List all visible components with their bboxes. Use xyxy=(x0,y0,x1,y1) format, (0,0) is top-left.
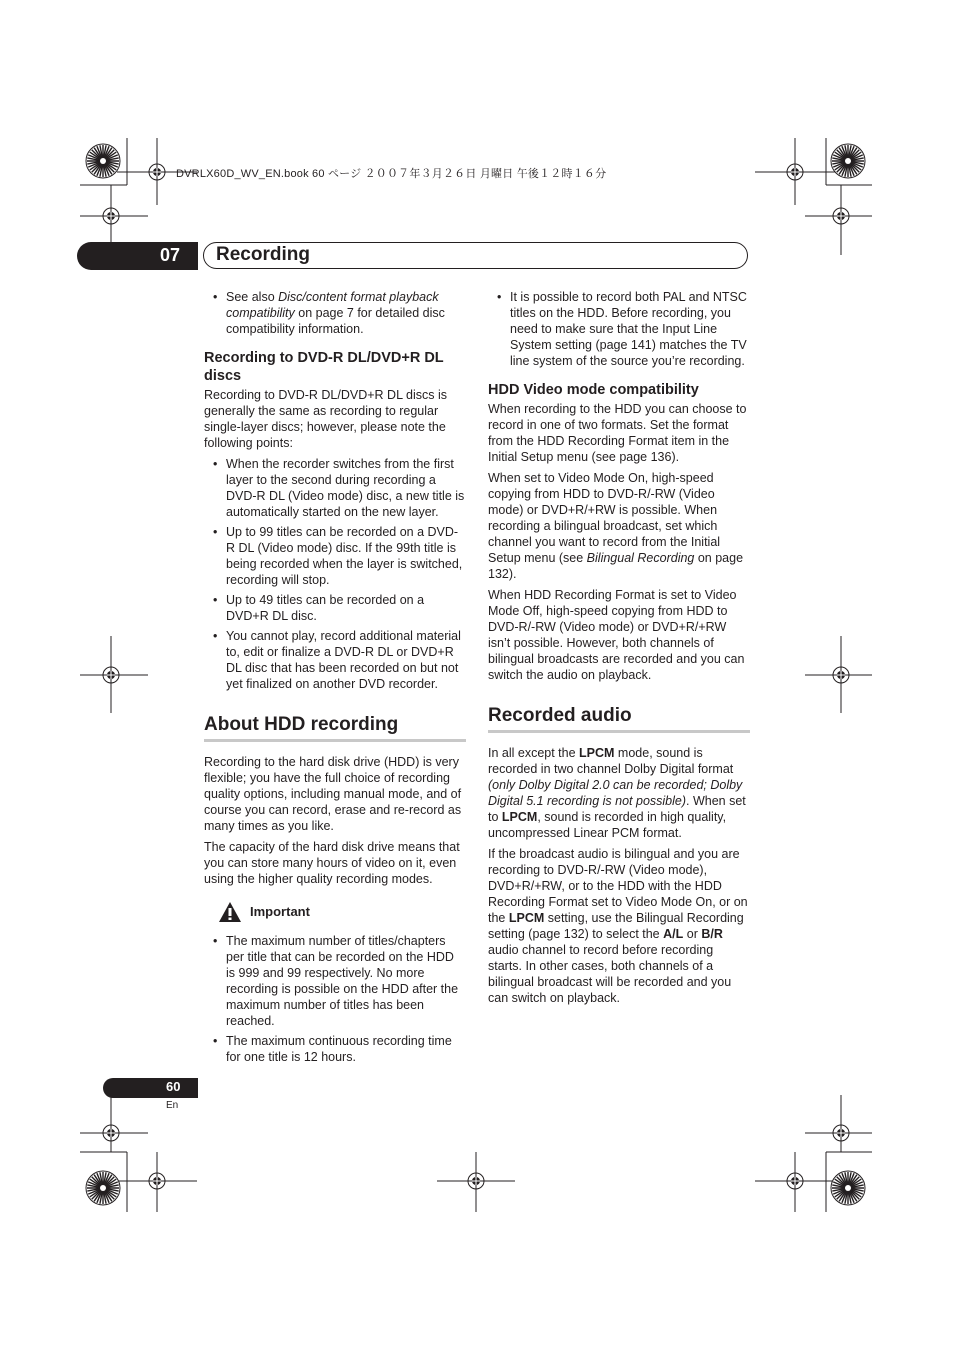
page-number: 60 xyxy=(166,1079,181,1094)
page-language: En xyxy=(166,1100,179,1111)
section-heading-dl: Recording to DVD-R DL/DVD+R DL discs xyxy=(204,350,444,384)
list-item: • You cannot play, record additional material to, edit or finalize a DVD-R DL or DVD+R DL disc that has been recorded on but not yet finalized on another DVD recorder. xyxy=(204,628,466,692)
list-item: • When the recorder switches from the first layer to the second during recording a DVD-R DL (Video mode) disc, a new title is automatically started on the new layer. xyxy=(204,456,466,520)
paragraph: If the broadcast audio is bilingual and you are recording to DVD-R/-RW (Video mode), DVD+R/+RW, or to the HDD with the HDD Recording Format set to Video Mode On, or on the LPCM setting, use the Bilingual Recording setting (page 132) to select the A/L or B/R audio channel to record before recording starts. In other cases, both channels of a bilingual broadcast will be recorded and you can switch on playback. xyxy=(488,847,748,1005)
paragraph: When HDD Recording Format is set to Video Mode Off, high-speed copying from HDD to DVD-R/-RW (Video mode) or DVD+R/+RW isn’t possible. However, both channels of bilingual broadcasts are recorded and you can switch the audio on playback. xyxy=(488,588,745,682)
important-note xyxy=(218,901,466,923)
list-item: • It is possible to record both PAL and NTSC titles on the HDD. Before recording, you need to make sure that the Input Line System setting (page 141) matches the TV line system of the source you’re recording. xyxy=(488,289,750,369)
list-item: • See also Disc/content format playback compatibility on page 7 for detailed disc compatibility information. xyxy=(204,289,466,337)
list-item: • Up to 99 titles can be recorded on a DVD-R DL (Video mode) disc. If the 99th title is being recorded when the layer is switched, recording will stop. xyxy=(204,524,466,588)
file-header: DVRLX60D_WV_EN.book 60 ページ ２００７年３月２６日 月曜日 午後１２時１６分 xyxy=(176,168,607,180)
paragraph: In all except the LPCM mode, sound is recorded in two channel Dolby Digital format (only Dolby Digital 2.0 can be recorded; Dolby Digital 5.1 recording is not possible). When set to LPCM, sound is recorded in high quality, uncompressed Linear PCM format. xyxy=(488,746,746,840)
chapter-number: 07 xyxy=(160,245,181,265)
list-item: • Up to 49 titles can be recorded on a DVD+R DL disc. xyxy=(204,592,466,624)
paragraph: When set to Video Mode On, high-speed copying from HDD to DVD-R/-RW (Video mode) or DVD+R/+RW is possible. When recording a bilingual broadcast, set which channel you want to record from the Initial Setup menu (see Bilingual Recording on page 132). xyxy=(488,471,744,581)
paragraph: Recording to the hard disk drive (HDD) is very flexible; you have the full choice of recording quality options, including manual mode, and of course you can record, erase and re-record as many times as you like. xyxy=(204,755,462,833)
warning-icon xyxy=(218,901,242,923)
important-label: Important xyxy=(250,904,310,919)
section-heading-hdd: About HDD recording xyxy=(204,714,466,742)
page-number-tab xyxy=(103,1078,198,1098)
important-bullet-list xyxy=(204,933,466,1065)
paragraph: When recording to the HDD you can choose to record in one of two formats. Set the format from the HDD Recording Format item in the Initial Setup menu (see page 136). xyxy=(488,402,747,464)
paragraph: The capacity of the hard disk drive means that you can store many hours of video on it, even using the higher quality recording modes. xyxy=(204,840,460,886)
dl-bullet-list xyxy=(204,456,466,692)
right-column xyxy=(488,289,750,1011)
section-heading-audio: Recorded audio xyxy=(488,705,750,733)
paragraph: Recording to DVD-R DL/DVD+R DL discs is generally the same as recording to regular single-layer discs; however, please note the following points: xyxy=(204,388,448,450)
section-heading-video-mode: HDD Video mode compatibility xyxy=(488,382,699,398)
list-item: • The maximum continuous recording time for one title is 12 hours. xyxy=(204,1033,466,1065)
list-item: • The maximum number of titles/chapters per title that can be recorded on the HDD is 999 and 99 respectively. No more recording is possible on the HDD after the maximum number of titles has been reached. xyxy=(204,933,466,1029)
left-column xyxy=(204,289,466,1069)
chapter-title: Recording xyxy=(216,244,310,265)
